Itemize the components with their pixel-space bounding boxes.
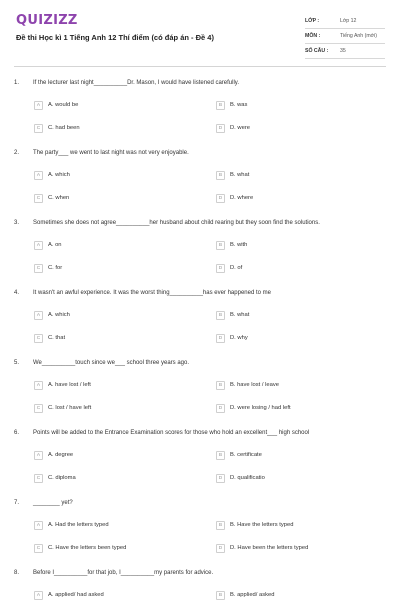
question-number: 8.	[14, 570, 20, 576]
option-letter-box: C	[34, 124, 43, 133]
answer-option-a[interactable]	[34, 520, 109, 530]
option-text: B. with	[230, 242, 248, 248]
option-text: D. why	[230, 335, 248, 341]
answer-option-b[interactable]	[216, 380, 279, 390]
option-letter-box: A	[34, 451, 43, 460]
option-text: A. have lost / left	[48, 382, 91, 388]
question-text: Points will be added to the Entrance Examination scores for those who hold an excellent___ high school	[33, 430, 310, 436]
option-letter-box: C	[34, 334, 43, 343]
option-text: C. lost / have left	[48, 405, 92, 411]
question-item	[0, 286, 400, 356]
meta-label: LỚP :	[305, 18, 320, 24]
option-letter-box: D	[216, 194, 225, 203]
answer-option-c[interactable]	[34, 473, 76, 483]
option-letter-box: B	[216, 241, 225, 250]
answer-option-d[interactable]	[216, 403, 291, 413]
option-text: B. have lost / leave	[230, 382, 279, 388]
answer-option-a[interactable]	[34, 240, 62, 250]
answer-option-a[interactable]	[34, 170, 70, 180]
answer-option-d[interactable]	[216, 543, 308, 553]
page-title: Đề thi Học kì 1 Tiếng Anh 12 Thí điểm (có đáp án - Đề 4)	[16, 33, 214, 42]
option-letter-box: D	[216, 334, 225, 343]
meta-value: Tiếng Anh (mới)	[340, 33, 377, 39]
option-letter-box: C	[34, 264, 43, 273]
option-text: B. what	[230, 312, 250, 318]
answer-option-a[interactable]	[34, 380, 91, 390]
meta-label: SỐ CÂU :	[305, 48, 329, 54]
option-letter-box: C	[34, 474, 43, 483]
option-text: D. qualificatio	[230, 475, 265, 481]
answer-option-c[interactable]	[34, 193, 69, 203]
option-text: C. had been	[48, 125, 80, 131]
answer-option-b[interactable]	[216, 170, 249, 180]
meta-info-table	[305, 14, 385, 59]
option-letter-box: A	[34, 591, 43, 600]
answer-option-a[interactable]	[34, 450, 73, 460]
answer-option-d[interactable]	[216, 193, 253, 203]
meta-row-subject	[305, 29, 385, 44]
option-text: A. which	[48, 312, 70, 318]
option-letter-box: A	[34, 311, 43, 320]
option-letter-box: D	[216, 124, 225, 133]
answer-option-b[interactable]	[216, 240, 247, 250]
question-number: 3.	[14, 220, 20, 226]
option-text: C. diploma	[48, 475, 76, 481]
answer-option-c[interactable]	[34, 123, 80, 133]
answer-option-d[interactable]	[216, 123, 250, 133]
option-text: B. certificate	[230, 452, 262, 458]
question-text: The party___ we went to last night was not very enjoyable.	[33, 150, 189, 156]
option-letter-box: D	[216, 474, 225, 483]
option-text: D. were	[230, 125, 250, 131]
option-text: C. when	[48, 195, 70, 201]
answer-option-d[interactable]	[216, 473, 265, 483]
option-text: B. Have the letters typed	[230, 522, 294, 528]
option-text: B. was	[230, 102, 248, 108]
option-text: C. for	[48, 265, 63, 271]
option-letter-box: B	[216, 171, 225, 180]
question-item	[0, 356, 400, 426]
answer-option-a[interactable]	[34, 100, 78, 110]
answer-option-b[interactable]	[216, 520, 293, 530]
option-letter-box: B	[216, 521, 225, 530]
worksheet-header	[0, 0, 400, 62]
quizizz-logo: QUIZIZZ	[16, 13, 78, 28]
answer-option-b[interactable]	[216, 100, 247, 110]
meta-value: 35	[340, 48, 346, 54]
option-letter-box: D	[216, 264, 225, 273]
meta-row-question-count	[305, 44, 385, 59]
option-letter-box: A	[34, 241, 43, 250]
question-number: 6.	[14, 430, 20, 436]
answer-option-b[interactable]	[216, 590, 274, 600]
answer-option-c[interactable]	[34, 263, 62, 273]
question-number: 5.	[14, 360, 20, 366]
question-text: It wasn't an awful experience. It was the worst thing__________has ever happened to me	[33, 290, 271, 296]
question-text: We__________touch since we___ school three years ago.	[33, 360, 189, 366]
answer-option-a[interactable]	[34, 310, 70, 320]
option-text: D. where	[230, 195, 254, 201]
question-text: If the lecturer last night__________Dr. Mason, I would have listened carefully.	[33, 80, 240, 86]
option-letter-box: A	[34, 521, 43, 530]
answer-option-c[interactable]	[34, 543, 126, 553]
question-item	[0, 76, 400, 146]
answer-option-b[interactable]	[216, 310, 249, 320]
meta-row-class	[305, 14, 385, 29]
option-text: B. applied/ asked	[230, 592, 275, 598]
answer-option-d[interactable]	[216, 333, 248, 343]
option-letter-box: D	[216, 404, 225, 413]
option-letter-box: A	[34, 381, 43, 390]
option-letter-box: C	[34, 544, 43, 553]
option-text: A. which	[48, 172, 70, 178]
option-letter-box: B	[216, 381, 225, 390]
option-text: A. Had the letters typed	[48, 522, 109, 528]
answer-option-a[interactable]	[34, 590, 104, 600]
question-item	[0, 426, 400, 496]
option-text: D. Have been the letters typed	[230, 545, 309, 551]
question-item	[0, 146, 400, 216]
answer-option-c[interactable]	[34, 333, 65, 343]
option-letter-box: C	[34, 194, 43, 203]
header-divider	[14, 66, 386, 67]
option-text: A. on	[48, 242, 62, 248]
meta-label: MÔN :	[305, 33, 321, 39]
question-item	[0, 566, 400, 600]
option-letter-box: B	[216, 451, 225, 460]
option-text: C. Have the letters been typed	[48, 545, 127, 551]
question-number: 4.	[14, 290, 20, 296]
meta-value: Lớp 12	[340, 18, 357, 24]
question-text: ________ yet?	[33, 500, 73, 506]
answer-option-d[interactable]	[216, 263, 242, 273]
option-text: A. applied/ had asked	[48, 592, 104, 598]
option-letter-box: B	[216, 101, 225, 110]
option-letter-box: A	[34, 171, 43, 180]
answer-option-b[interactable]	[216, 450, 262, 460]
question-text: Before I__________for that job, I__________my parents for advice.	[33, 570, 214, 576]
option-text: D. of	[230, 265, 243, 271]
question-item	[0, 496, 400, 566]
question-number: 2.	[14, 150, 20, 156]
option-text: A. would be	[48, 102, 79, 108]
option-text: D. were losing / had left	[230, 405, 291, 411]
question-list	[0, 76, 400, 600]
option-text: C. that	[48, 335, 66, 341]
question-number: 7.	[14, 500, 20, 506]
option-text: B. what	[230, 172, 250, 178]
option-letter-box: B	[216, 591, 225, 600]
option-letter-box: C	[34, 404, 43, 413]
question-number: 1.	[14, 80, 20, 86]
option-letter-box: B	[216, 311, 225, 320]
answer-option-c[interactable]	[34, 403, 91, 413]
option-text: A. degree	[48, 452, 74, 458]
option-letter-box: D	[216, 544, 225, 553]
option-letter-box: A	[34, 101, 43, 110]
question-text: Sometimes she does not agree__________her husband about child rearing but they soon find the solutions.	[33, 220, 320, 226]
question-item	[0, 216, 400, 286]
